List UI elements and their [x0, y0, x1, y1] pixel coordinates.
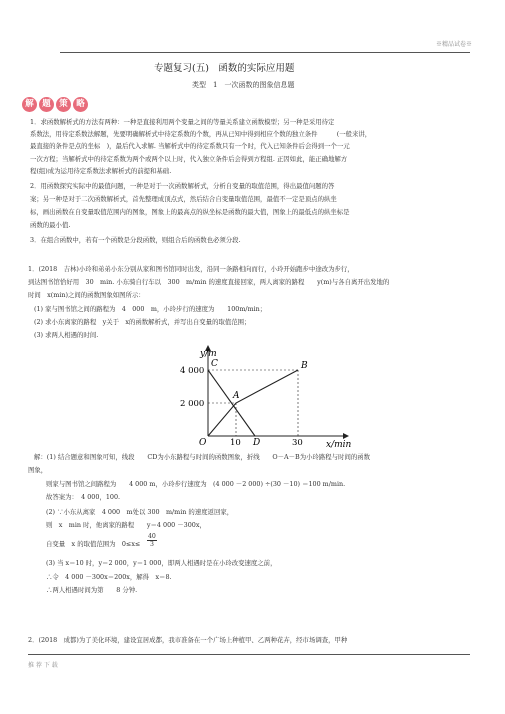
problem1-q2: (2) 求小东离家的路程 y关于 x的函数解析式，并写出自变量的取值范围； [34, 318, 251, 326]
strategy-line: 程(组)成为运用待定系数法求解析式的前提和基础. [30, 167, 172, 175]
x-tick-label: 30 [292, 438, 303, 448]
point-label: C [211, 359, 218, 369]
strategy-line: 最直接的条件是点的坐标 )，最后代入求解. 当解析式中的待定系数只有一个时，代入已知条件后会得到一个一元 [30, 142, 350, 150]
solution-line: ∴令 4 000 －300x＝200x，解得 x＝8. [46, 573, 172, 581]
solution-line: (2) ∵小东从离家 4 000 m处以 300 m/min 的速度返回家， [46, 508, 234, 516]
solution-line: 则家与图书馆之间路程为 4 000 m，小玲步行速度为 (4 000 －2 000) ÷(30 －10) ＝100 m/min. [46, 480, 346, 488]
problem1-q1: (1) 家与图书馆之间的路程为 4 000 m，小玲步行的速度为 100m/min； [34, 305, 267, 313]
solution-line: 图象， [28, 466, 48, 474]
y-tick-label: 4 000 [180, 366, 205, 376]
solution-line: 则 x min 时，他离家的路程 y＝4 000 －300x， [46, 521, 206, 529]
range-fraction [147, 533, 157, 548]
solution-line: 故答案为： 4 000，100. [46, 493, 121, 501]
page-subtitle: 类型 1 一次函数的图象信息题 [192, 81, 295, 89]
point-label: A [233, 391, 240, 401]
badge-char: 解 [22, 97, 37, 112]
problem1-line: 1．(2018 吉林)小玲和弟弟小东分别从家和图书馆同时出发，沿同一条路相向而行，小玲开始跑步中途改为步行， [28, 265, 354, 273]
footer-rule [28, 654, 470, 655]
badge-char: 略 [73, 97, 88, 112]
strategy-line: 案；另一种是对于二次函数解析式，首先整理成顶点式，然后结合自变量取值范围，最值不一定是顶点的纵坐 [30, 195, 337, 203]
page-title: 专题复习(五) 函数的实际应用题 [154, 63, 295, 74]
y-axis-label: y/m [200, 349, 217, 359]
solution-line: 解：(1) 结合题意和图象可知，线段 CD为小东路程与时间的函数图象，折线 O－A－B为小玲路程与时间的函数 [34, 453, 371, 461]
strategy-badge [22, 97, 88, 112]
strategy-line: 函数的最小值. [30, 221, 71, 229]
strategy-line: 2．用函数探究实际中的最值问题，一种是对于一次函数解析式，分析自变量的取值范围，得出最值问题的答 [30, 182, 335, 190]
origin-label: O [199, 438, 207, 448]
footer-text: 推 荐 下 载 [28, 662, 58, 669]
strategy-line: 3．在组合函数中，若有一个函数是分段函数，则组合后的函数也必须分段. [30, 236, 241, 244]
problem1-line: 时间 x(min)之间的函数图象如图所示： [28, 291, 145, 299]
fraction-numerator: 40 [148, 533, 156, 540]
problem1-line: 到达图书馆恰好用 30 min. 小东骑自行车以 300 m/min 的速度直接回家，两人离家的路程 y(m)与各自离开出发地的 [28, 278, 390, 286]
problem2-line: 2．(2018 成都)为了美化环境，建设宜居成都，我市准备在一个广场上种植甲、乙两种花卉，经市场调查，甲种 [28, 636, 348, 644]
x-tick-label: 10 [230, 438, 241, 448]
solution-line: (3) 当 x＝10 时，y＝2 000，y＝1 000，即两人相遇时是在小玲改变速度之前， [46, 559, 277, 567]
strategy-line: 1．求函数解析式的方法有两种：一种是直接利用两个变量之间的等量关系建立函数模型；另一种是采用待定 [30, 118, 335, 126]
function-graph [180, 340, 355, 450]
badge-char: 策 [56, 97, 71, 112]
y-tick-label: 2 000 [180, 399, 205, 409]
badge-char: 题 [39, 97, 54, 112]
solution-line: 自变量 x 的取值范围为 0≤x≤ [46, 540, 141, 548]
point-label: B [301, 361, 308, 371]
xiaodong-line [208, 370, 255, 436]
header-rule [60, 52, 470, 53]
solution-line: ∴两人相遇时间为第 8 分钟. [46, 586, 138, 594]
problem1-q3: (3) 求两人相遇的时间. [34, 331, 99, 339]
header-tag: ※精品试卷※ [436, 41, 473, 48]
strategy-line: 标，画出函数在自变量取值范围内的图象，图象上的最高点的纵坐标是函数的最大值，图象上的最低点的纵坐标是 [30, 208, 350, 216]
fraction-denominator: 3 [149, 541, 154, 548]
x-axis-label: x/min [326, 440, 352, 450]
strategy-line: 系数法，用待定系数法解题，先要明确解析式中待定系数的个数，再从已知中得到相应个数的独立条件 (一般来讲， [30, 130, 372, 138]
strategy-line: 一次方程；当解析式中的待定系数为两个或两个以上时，代入独立条件后会得到方程组. 正因如此，能正确地解方 [30, 155, 348, 163]
point-label: D [253, 438, 261, 448]
